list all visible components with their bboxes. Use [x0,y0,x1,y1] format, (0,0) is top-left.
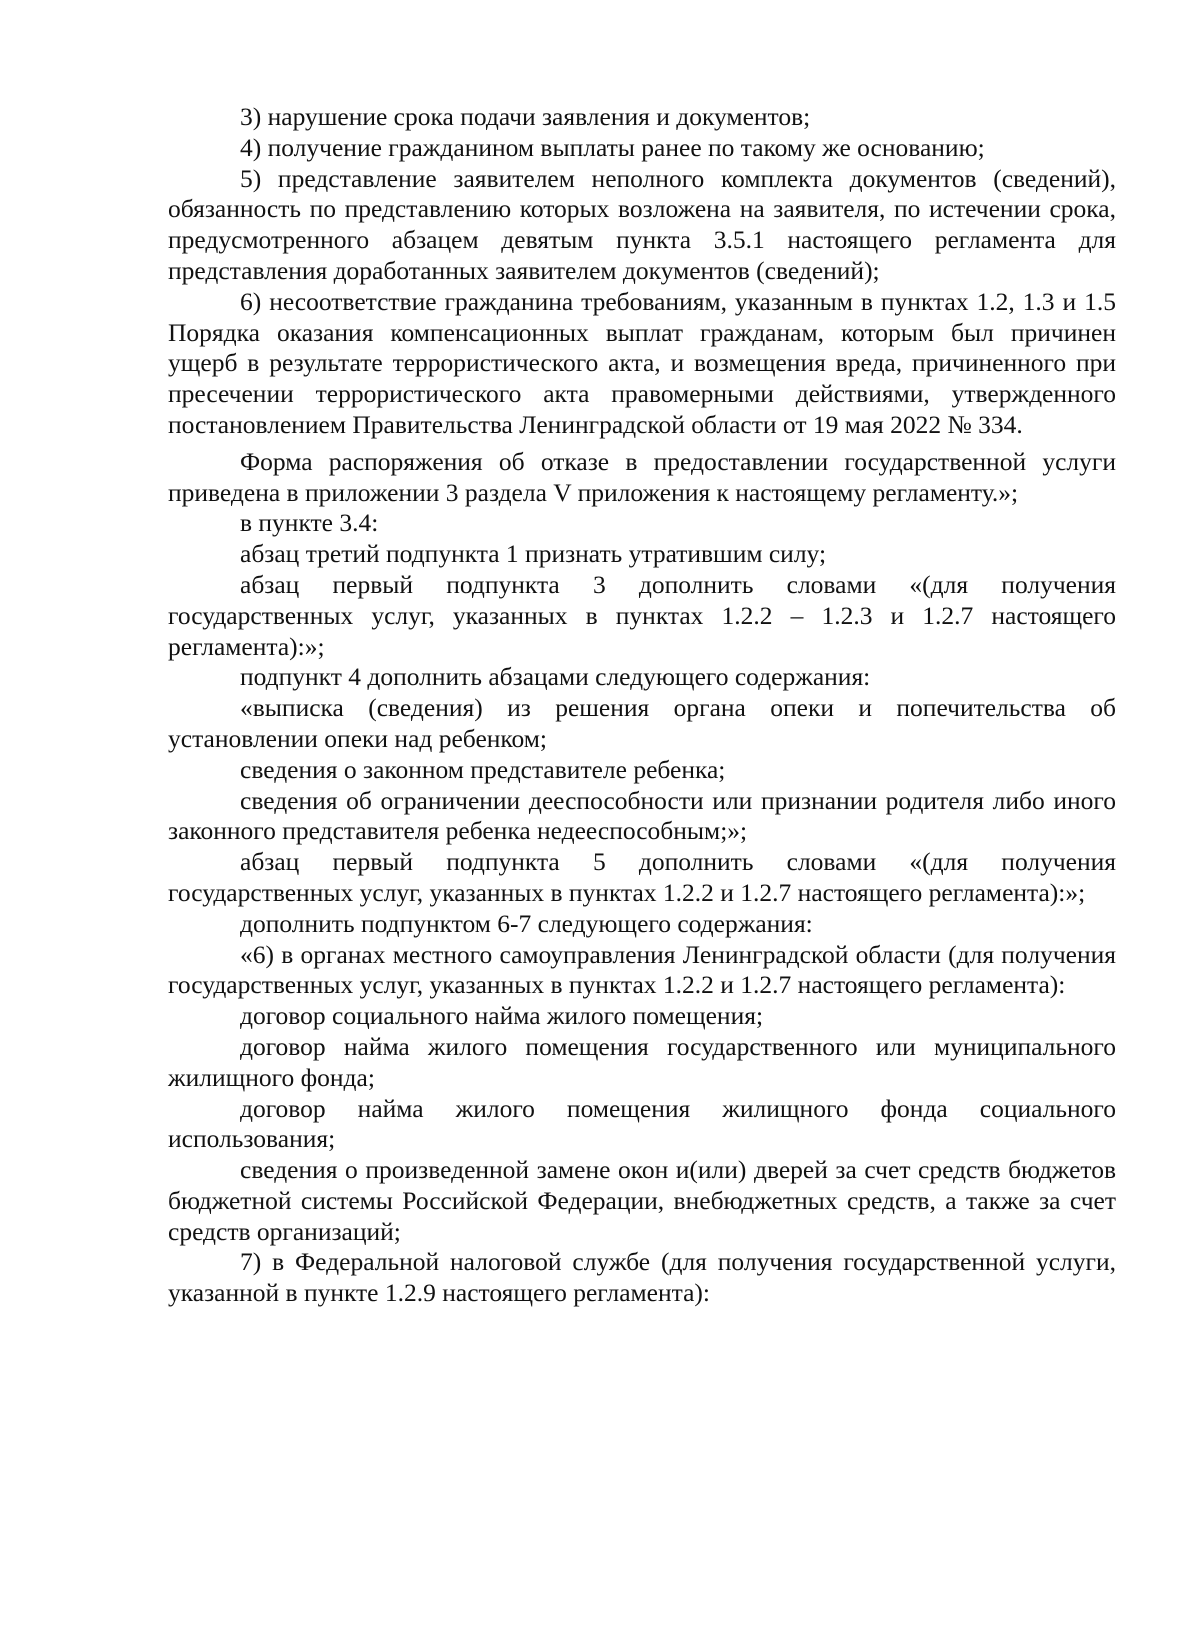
paragraph-tax-service: 7) в Федеральной налоговой службе (для получения государственной услуги, указанной в пункте 1.2.9 настоящего регламента): [168,1247,1116,1308]
paragraph-refusal-form: Форма распоряжения об отказе в предоставлении государственной услуги приведена в приложении 3 раздела V приложения к настоящему регламенту.»; [168,446,1116,507]
paragraph-window-replacement: сведения о произведенной замене окон и(или) дверей за счет средств бюджетов бюджетной системы Российской Федерации, внебюджетных средств, а также за счет средств организаций; [168,1155,1116,1246]
paragraph-social-lease: договор социального найма жилого помещения; [240,1001,764,1031]
paragraph-local-government: «6) в органах местного самоуправления Ленинградской области (для получения государственных услуг, указанных в пунктах 1.2.2 и 1.2.7 настоящего регламента): [168,939,1116,1000]
document-body [168,102,1116,1309]
paragraph-item-6: 6) несоответствие гражданина требованиям, указанным в пунктах 1.2, 1.3 и 1.5 Порядка оказания компенсационных выплат гражданам, которым был причинен ущерб в результате террористического акта, и возмещения вреда, причиненного при пресечении террористического акта правомерными действиями, утвержденного постановлением Правительства Ленинградской области от 19 мая 2022 № 334. [168,286,1116,439]
paragraph-subclause-1: абзац третий подпункта 1 признать утратившим силу; [240,539,827,569]
paragraph-legal-capacity: сведения об ограничении дееспособности или признании родителя либо иного законного представителя ребенка недееспособным;»; [168,785,1116,846]
paragraph-clause-3-4: в пункте 3.4: [240,508,379,538]
paragraph-subclause-3: абзац первый подпункта 3 дополнить словами «(для получения государственных услуг, указанных в пунктах 1.2.2 – 1.2.3 и 1.2.7 настоящего регламента):»; [168,569,1116,661]
paragraph-subclause-4: подпункт 4 дополнить абзацами следующего содержания: [240,662,871,692]
paragraph-legal-representative: сведения о законном представителе ребенка; [240,754,726,784]
paragraph-item-4: 4) получение гражданином выплаты ранее по такому же основанию; [240,132,985,162]
paragraph-subclause-5: абзац первый подпункта 5 дополнить словами «(для получения государственных услуг, указанных в пунктах 1.2.2 и 1.2.7 настоящего регламента):»; [168,847,1116,907]
paragraph-guardianship-extract: «выписка (сведения) из решения органа опеки и попечительства об установлении опеки над ребенком; [168,693,1116,753]
paragraph-item-5: 5) представление заявителем неполного комплекта документов (сведений), обязанность по представлению которых возложена на заявителя, по истечении срока, предусмотренного абзацем девятым пункта 3.5.1 настоящего регламента для представления доработанных заявителем документов (сведений); [168,163,1116,285]
paragraph-item-3: 3) нарушение срока подачи заявления и документов; [240,102,811,131]
paragraph-state-lease: договор найма жилого помещения государственного или муниципального жилищного фонда; [168,1031,1116,1092]
paragraph-add-subclauses: дополнить подпунктом 6-7 следующего содержания: [240,908,813,938]
paragraph-social-use-lease: договор найма жилого помещения жилищного фонда социального использования; [168,1093,1116,1154]
